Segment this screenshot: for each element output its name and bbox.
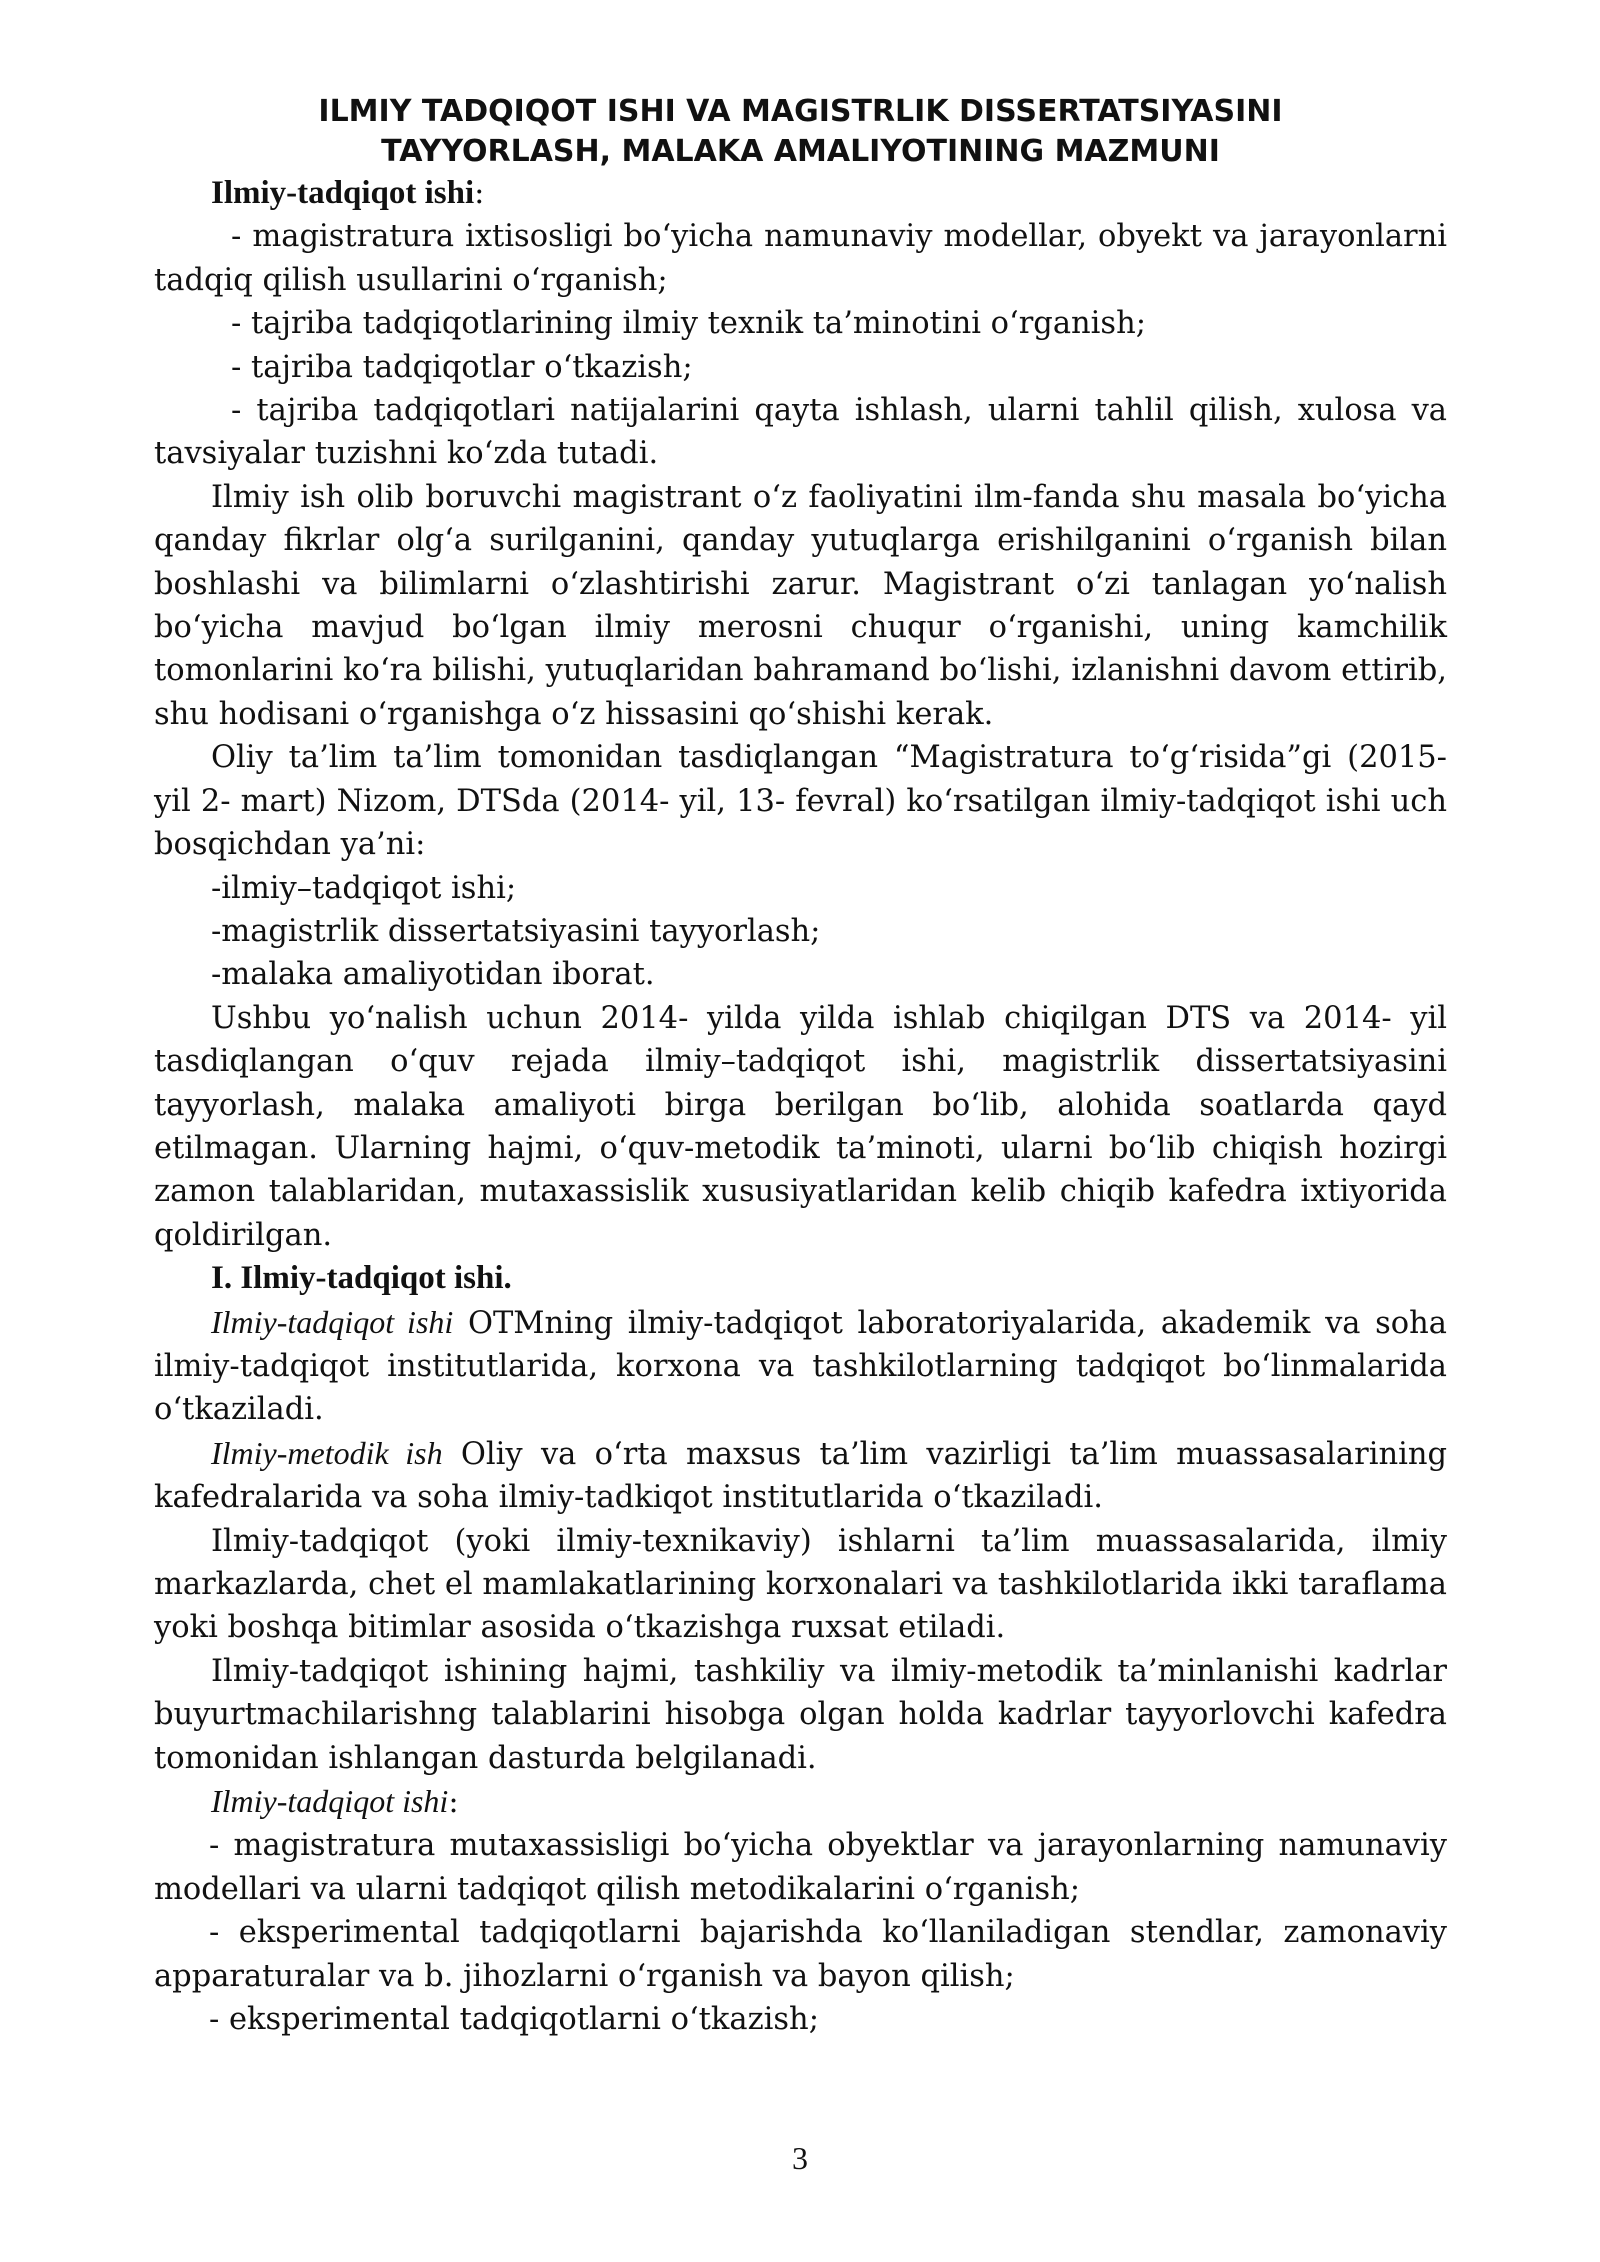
- list-item-1: - magistratura mutaxassisligi bo‘yicha obyektlar va jarayonlarning namunaviy modellari va ularni tadqiqot qilish metodikalarini o‘rganish;: [154, 1828, 1447, 1907]
- document-page: [154, 92, 1447, 2041]
- section-heading-1: I. Ilmiy-tadqiqot ishi.: [211, 1260, 512, 1297]
- paragraph-regulation: Oliy ta’lim ta’lim tomonidan tasdiqlangan “Magistratura to‘g‘risida”gi (2015- yil 2- mart) Nizom, DTSda (2014- yil, 13- fevral) ko‘rsatilgan ilmiy-tadqiqot ishi uch bosqichdan ya’ni:: [154, 740, 1447, 863]
- list-item-3: - eksperimental tadqiqotlarni o‘tkazish;: [209, 2002, 819, 2038]
- research-item-4: - tajriba tadqiqotlari natijalarini qayta ishlash, ularni tahlil qilish, xulosa va tavsiyalar tuzishni ko‘zda tutadi.: [154, 393, 1447, 472]
- title-line-2: TAYYORLASH, MALAKA AMALIYOTINING MAZMUNI: [381, 134, 1220, 169]
- stage-item-3: -malaka amaliyotidan iborat.: [211, 957, 655, 993]
- section-heading-research: Ilmiy-tadqiqot ishi:: [211, 175, 485, 211]
- document-title: [154, 92, 1447, 172]
- paragraph-magistrant: Ilmiy ish olib boruvchi magistrant o‘z faoliyatini ilm-fanda shu masala bo‘yicha qanday fikrlar olg‘a surilganini, qanday yutuqlarga erishilganini o‘rganish bilan boshlashi va bilimlarni o‘zlashtirishi zarur. Magistrant o‘zi tanlagan yo‘nalish bo‘yicha mavjud bo‘lgan ilmiy merosni chuqur o‘rganishi, uning kamchilik tomonlarini ko‘ra bilishi, yutuqlaridan bahramand bo‘lishi, izlanishni davom ettirib, shu hodisani o‘rganishga o‘z hissasini qo‘shishi kerak.: [154, 479, 1447, 732]
- research-item-1: - magistratura ixtisosligi bo‘yicha namunaviy modellar, obyekt va jarayonlarni tadqiq qilish usullarini o‘rganish;: [154, 219, 1447, 298]
- title-line-1: ILMIY TADQIQOT ISHI VA MAGISTRLIK DISSERTATSIYASINI: [318, 94, 1283, 129]
- paragraph-methodical-work: Ilmiy-metodik ish Oliy va o‘rta maxsus ta’lim vazirligi ta’lim muassasalarining kafedralarida va soha ilmiy-tadkiqot institutlarida o‘tkaziladi.: [154, 1434, 1448, 1516]
- stage-item-1: -ilmiy–tadqiqot ishi;: [211, 870, 517, 906]
- paragraph-curriculum: Ushbu yo‘nalish uchun 2014- yilda yilda ishlab chiqilgan DTS va 2014- yil tasdiqlangan o‘quv rejada ilmiy–tadqiqot ishi, magistrlik dissertatsiyasini tayyorlash, malaka amaliyoti birga berilgan bo‘lib, alohida soatlarda qayd etilmagan. Ularning hajmi, o‘quv-metodik ta’minoti, ularni bo‘lib chiqish hozirgi zamon talablaridan, mutaxassislik xususiyatlaridan kelib chiqib kafedra ixtiyorida qoldirilgan.: [154, 1000, 1447, 1253]
- paragraph-permission: Ilmiy-tadqiqot (yoki ilmiy-texnikaviy) ishlarni ta’lim muassasalarida, ilmiy markazlarda, chet el mamlakatlarining korxonalari va tashkilotlarida ikki taraflama yoki boshqa bitimlar asosida o‘tkazishga ruxsat etiladi.: [154, 1523, 1447, 1646]
- document-body: [154, 172, 1447, 2041]
- page-number: 3: [792, 2140, 808, 2176]
- stage-item-2: -magistrlik dissertatsiyasini tayyorlash;: [211, 913, 821, 949]
- list-item-2: - eksperimental tadqiqotlarni bajarishda ko‘llaniladigan stendlar, zamonaviy apparaturalar va b. jihozlarni o‘rganish va bayon qilish;: [154, 1915, 1447, 1994]
- paragraph-research-location: Ilmiy-tadqiqot ishi OTMning ilmiy-tadqiqot laboratoriyalarida, akademik va soha ilmiy-tadqiqot institutlarida, korxona va tashkilotlarning tadqiqot bo‘linmalarida o‘tkaziladi.: [154, 1303, 1447, 1428]
- list-label: Ilmiy-tadqiqot ishi:: [211, 1783, 459, 1821]
- research-item-3: - tajriba tadqiqotlar o‘tkazish;: [231, 349, 693, 385]
- paragraph-volume: Ilmiy-tadqiqot ishining hajmi, tashkiliy va ilmiy-metodik ta’minlanishi kadrlar buyurtmachilarishng talablarini hisobga olgan holda kadrlar tayyorlovchi kafedra tomonidan ishlangan dasturda belgilanadi.: [154, 1653, 1447, 1776]
- research-item-2: - tajriba tadqiqotlarining ilmiy texnik ta’minotini o‘rganish;: [231, 306, 1146, 342]
